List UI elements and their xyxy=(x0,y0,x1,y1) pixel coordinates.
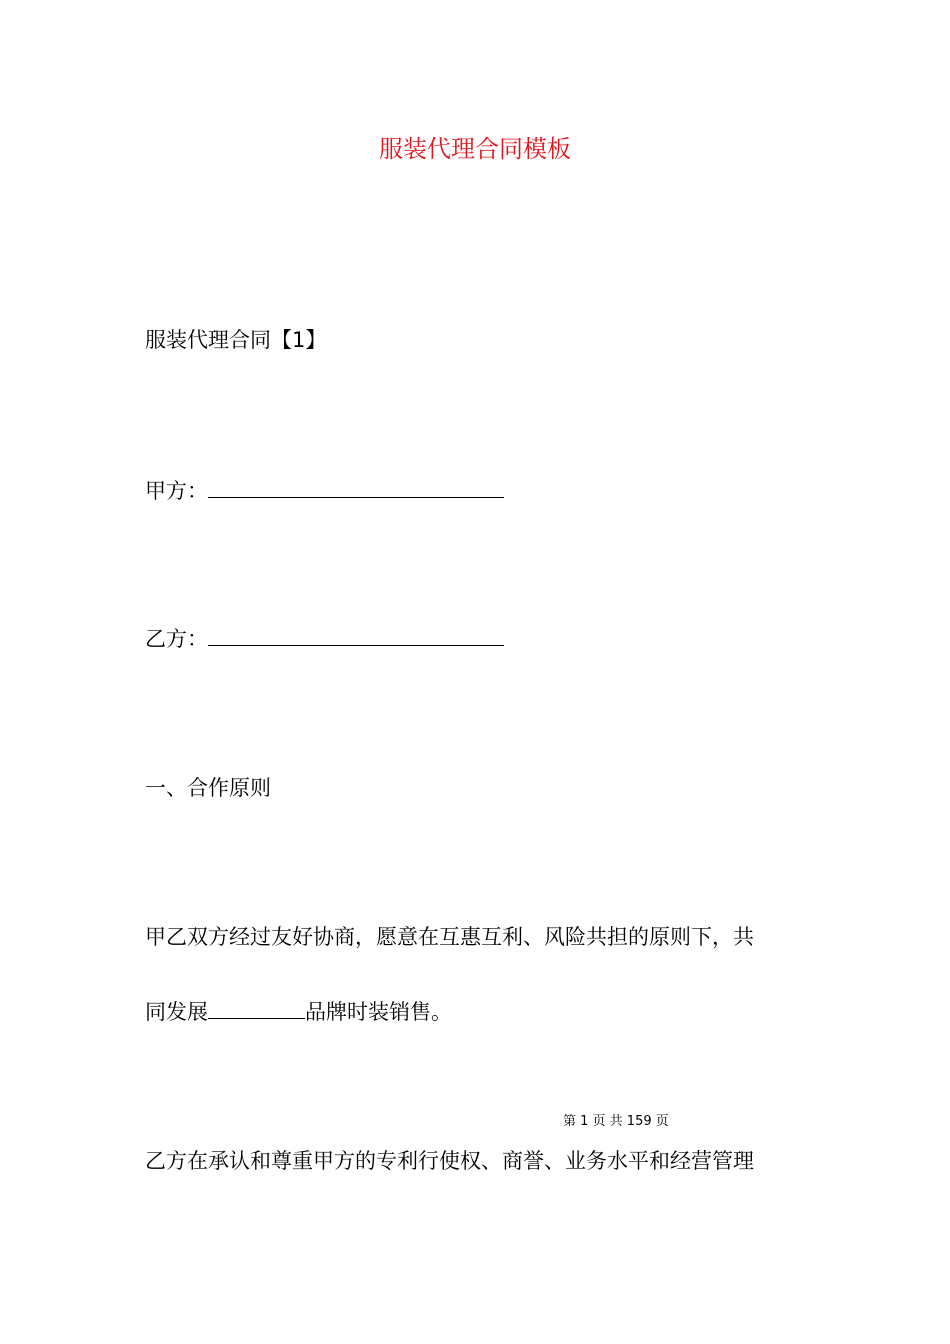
party-b-label: 乙方： xyxy=(145,627,208,651)
party-a-label: 甲方： xyxy=(145,479,208,503)
clause-1-line-2-text-before: 同发展 xyxy=(145,1000,208,1024)
party-b-line xyxy=(145,623,504,654)
clause-1-line-2-text-after: 品牌时装销售。 xyxy=(305,1000,452,1024)
party-a-line xyxy=(145,475,504,506)
clause-1-paragraph-line-1: 甲乙双方经过友好协商，愿意在互惠互利、风险共担的原则下，共 xyxy=(145,925,754,949)
document-title: 服装代理合同模板 xyxy=(379,135,571,163)
page-indicator: 第 1 页 共 159 页 xyxy=(563,1114,669,1129)
clause-1-paragraph-line-2 xyxy=(145,996,452,1027)
brand-name-blank xyxy=(208,996,305,1019)
section-heading: 服装代理合同【1】 xyxy=(145,328,327,352)
clause-1-heading: 一、合作原则 xyxy=(145,776,271,800)
party-b-blank xyxy=(208,623,504,646)
party-a-blank xyxy=(208,475,504,498)
clause-1-paragraph-2-line-1: 乙方在承认和尊重甲方的专利行使权、商誉、业务水平和经营管理 xyxy=(145,1149,754,1173)
